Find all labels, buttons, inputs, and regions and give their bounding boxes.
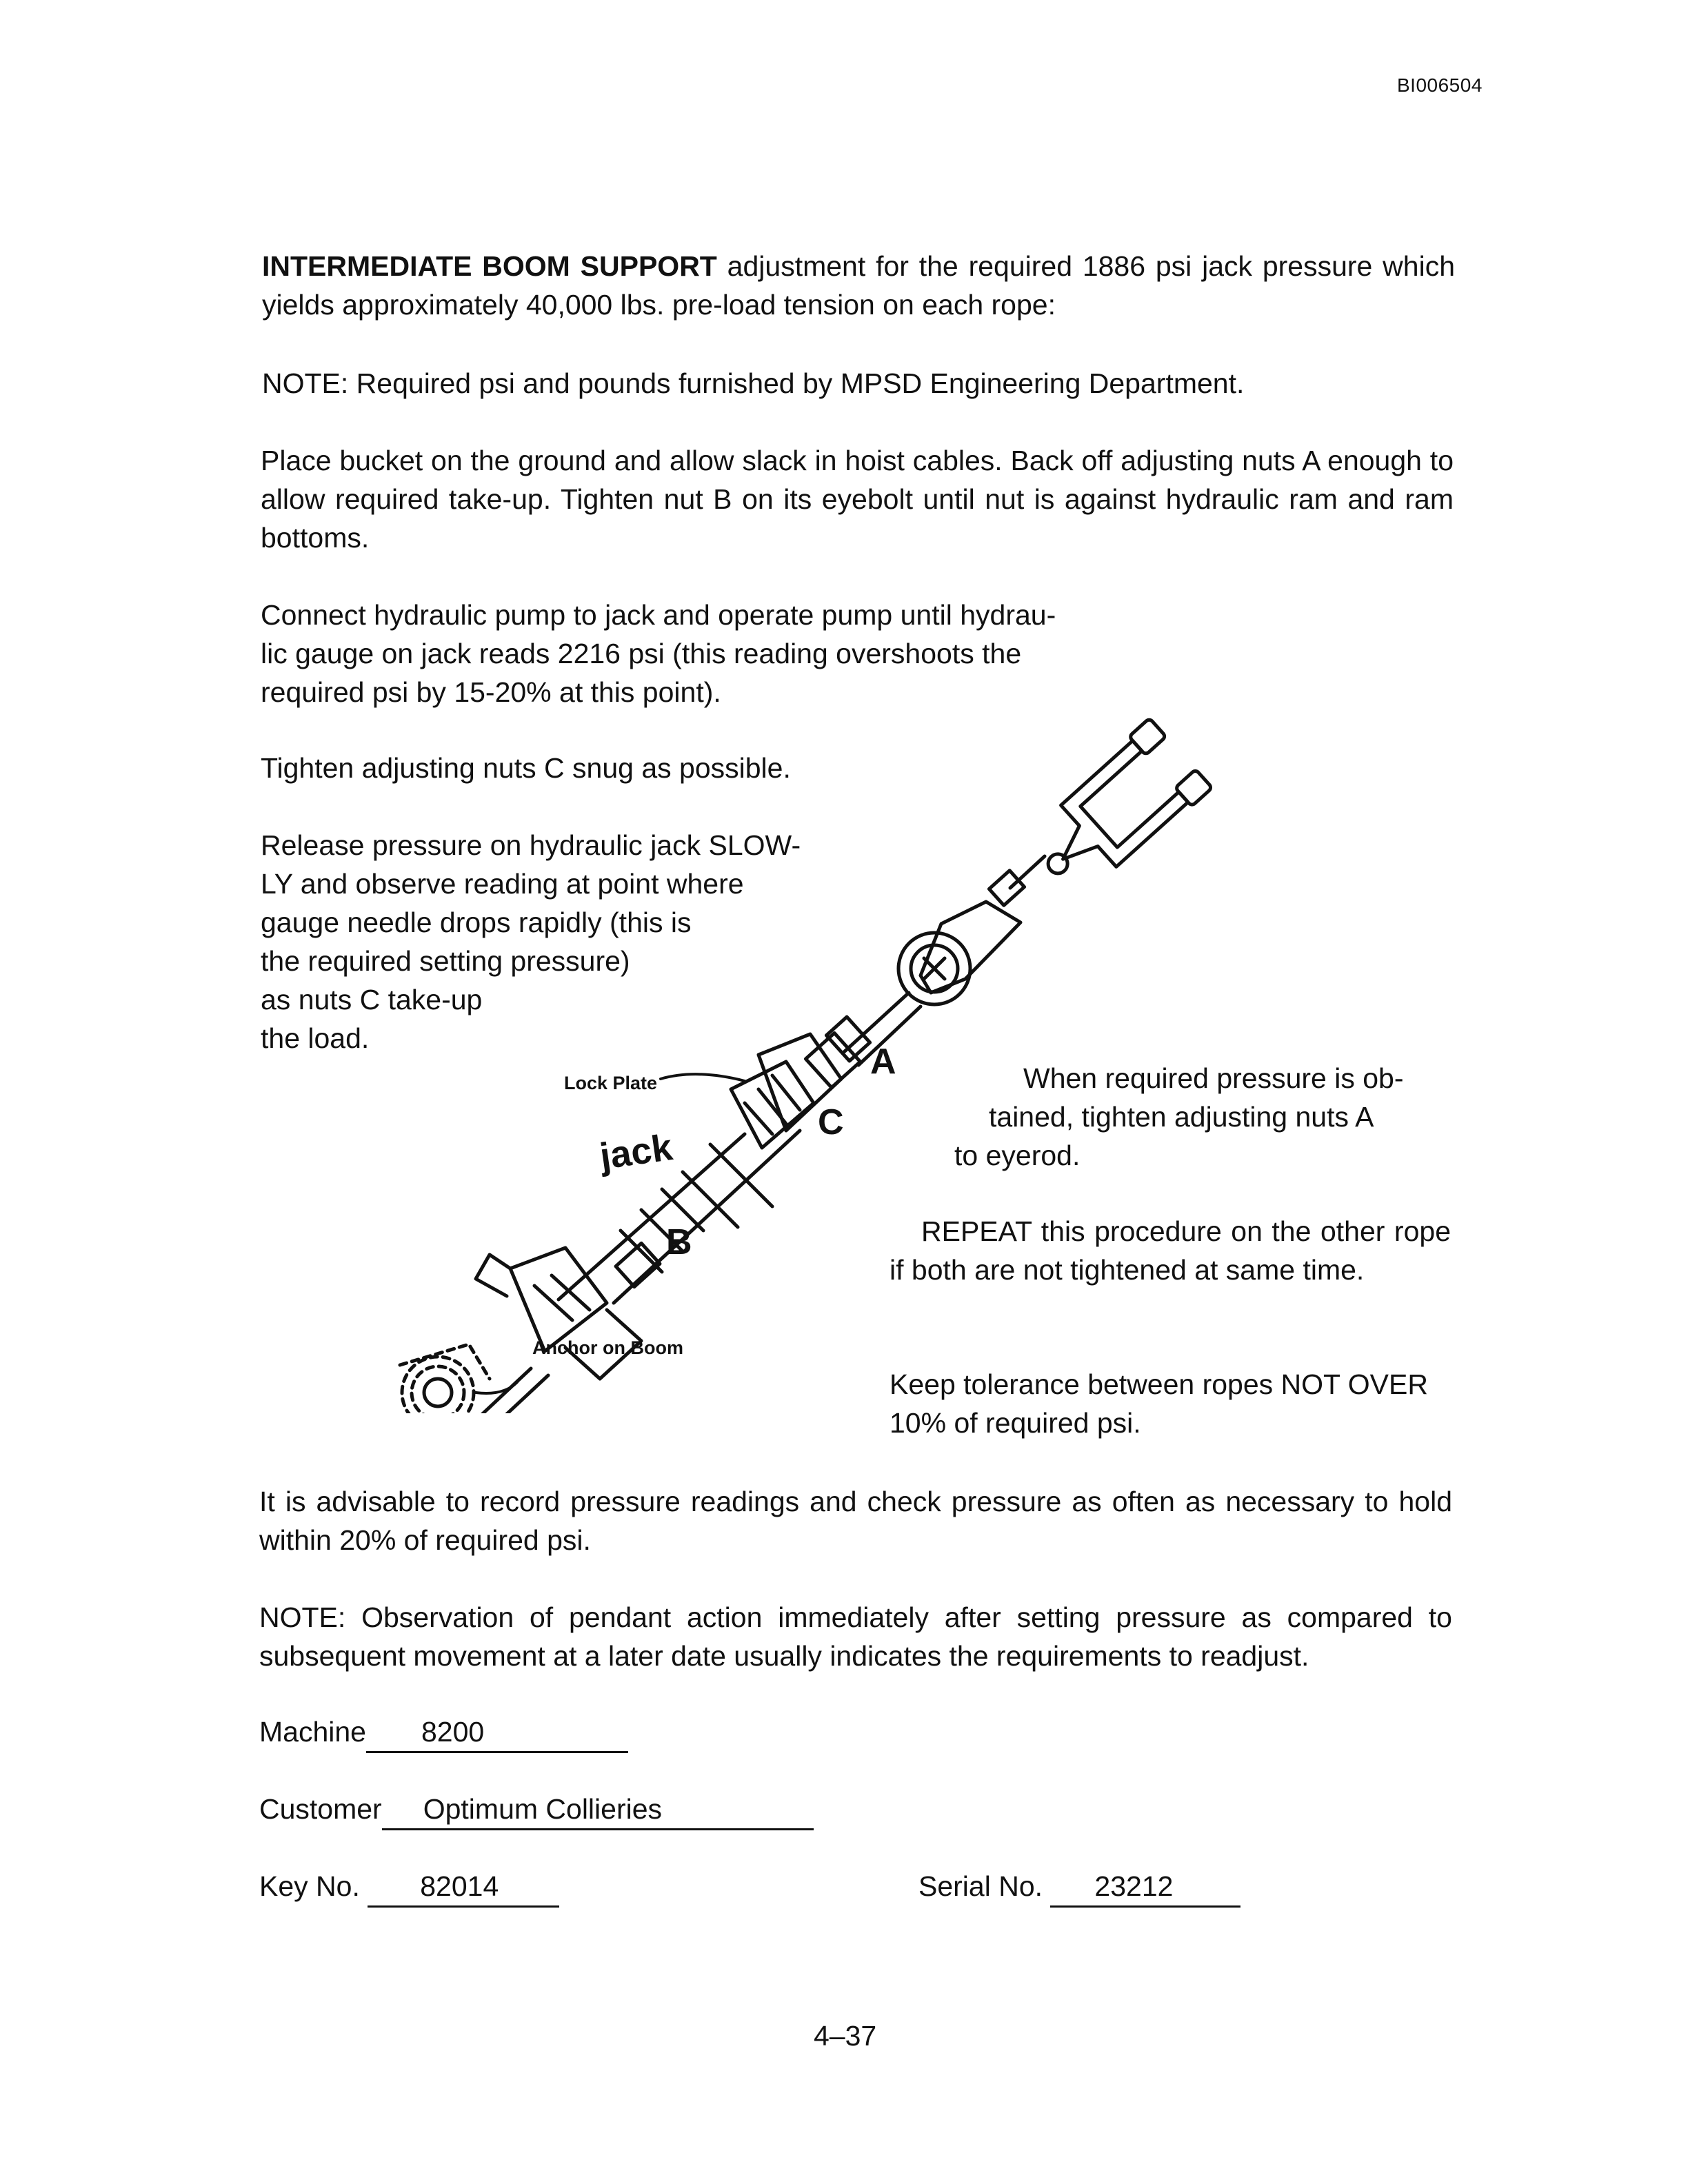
clevis-fork	[1019, 718, 1212, 905]
intro-paragraph	[262, 247, 1455, 324]
step-place-bucket: Place bucket on the ground and allow slack in hoist cables. Back off adjusting nuts A enough to allow required take-up. Tighten nut B on its eyebolt until nut is against hydraulic ram and ram bottoms.	[261, 445, 1454, 554]
anchor-leader	[476, 1382, 517, 1393]
machine-field	[259, 1712, 628, 1753]
step-release-line: the required setting pressure)	[261, 945, 630, 977]
note-engineering: NOTE: Required psi and pounds furnished by MPSD Engineering Department.	[262, 367, 1245, 399]
anchor-on-boom-label: Anchor on Boom	[532, 1337, 683, 1358]
step-repeat: REPEAT this procedure on the other rope if both are not tightened at same time.	[890, 1215, 1451, 1286]
step-release-line: as nuts C take-up	[261, 984, 483, 1015]
lock-plate-label: Lock Plate	[564, 1073, 658, 1093]
key-number-field	[259, 1867, 559, 1908]
rod-collar	[989, 871, 1024, 906]
step-release-line: LY and observe reading at point where	[261, 868, 744, 900]
key-value: 82014	[368, 1867, 559, 1908]
step-connect-pump-line: Connect hydraulic pump to jack and operate pump until hydrau-	[261, 599, 1056, 631]
note-pendant-action: NOTE: Observation of pendant action immediately after setting pressure as compared to subsequent movement at a later date usually indicates the requirements to readjust.	[259, 1601, 1452, 1672]
step-release-line: Release pressure on hydraulic jack SLOW-	[261, 829, 801, 861]
serial-label: Serial No.	[918, 1870, 1043, 1902]
machine-value: 8200	[366, 1712, 628, 1753]
label-a: A	[870, 1042, 896, 1082]
step-release-line: gauge needle drops rapidly (this is	[261, 907, 692, 938]
jack-assembly-diagram	[386, 703, 1241, 1413]
label-b: B	[666, 1222, 692, 1262]
serial-number-field	[918, 1867, 1240, 1908]
step-connect-pump-line: lic gauge on jack reads 2216 psi (this reading overshoots the	[261, 638, 1022, 669]
jack-label: jack	[597, 1126, 675, 1178]
step-tighten-a-line: to eyerod.	[954, 1140, 1081, 1171]
step-tighten-a-line: When required pressure is ob-	[1023, 1062, 1404, 1094]
customer-field	[259, 1790, 814, 1830]
serial-value: 23212	[1050, 1867, 1240, 1908]
page-number: 4–37	[814, 2020, 877, 2052]
jack-cylinder	[559, 1131, 800, 1303]
customer-value: Optimum Collieries	[382, 1790, 814, 1830]
customer-label: Customer	[259, 1793, 382, 1825]
step-connect-pump	[261, 596, 1129, 711]
socket-body	[921, 902, 1021, 993]
document-id: BI006504	[1397, 74, 1483, 96]
key-label: Key No.	[259, 1870, 360, 1902]
eyerod-rod	[1010, 856, 1045, 888]
step-tighten-nuts-c: Tighten adjusting nuts C snug as possible.	[261, 752, 791, 784]
step-tolerance: Keep tolerance between ropes NOT OVER 10% of required psi.	[890, 1368, 1428, 1439]
lock-plate-leader	[661, 1074, 745, 1081]
step-tighten-nuts-a	[954, 1059, 1451, 1175]
intro-text: adjustment for the required 1886 psi jack pressure which yields approximately 40,000 lbs. pre-load tension on each rope:	[262, 250, 1455, 321]
intro-heading: INTERMEDIATE BOOM SUPPORT	[262, 250, 717, 282]
step-release-line: the load.	[261, 1022, 370, 1054]
machine-label: Machine	[259, 1716, 366, 1748]
label-c: C	[818, 1102, 844, 1142]
step-connect-pump-line: required psi by 15-20% at this point).	[261, 676, 721, 708]
step-tighten-a-line: tained, tighten adjusting nuts A	[989, 1101, 1374, 1133]
advice-paragraph: It is advisable to record pressure readings and check pressure as often as necessary to hold within 20% of required psi.	[259, 1486, 1452, 1556]
